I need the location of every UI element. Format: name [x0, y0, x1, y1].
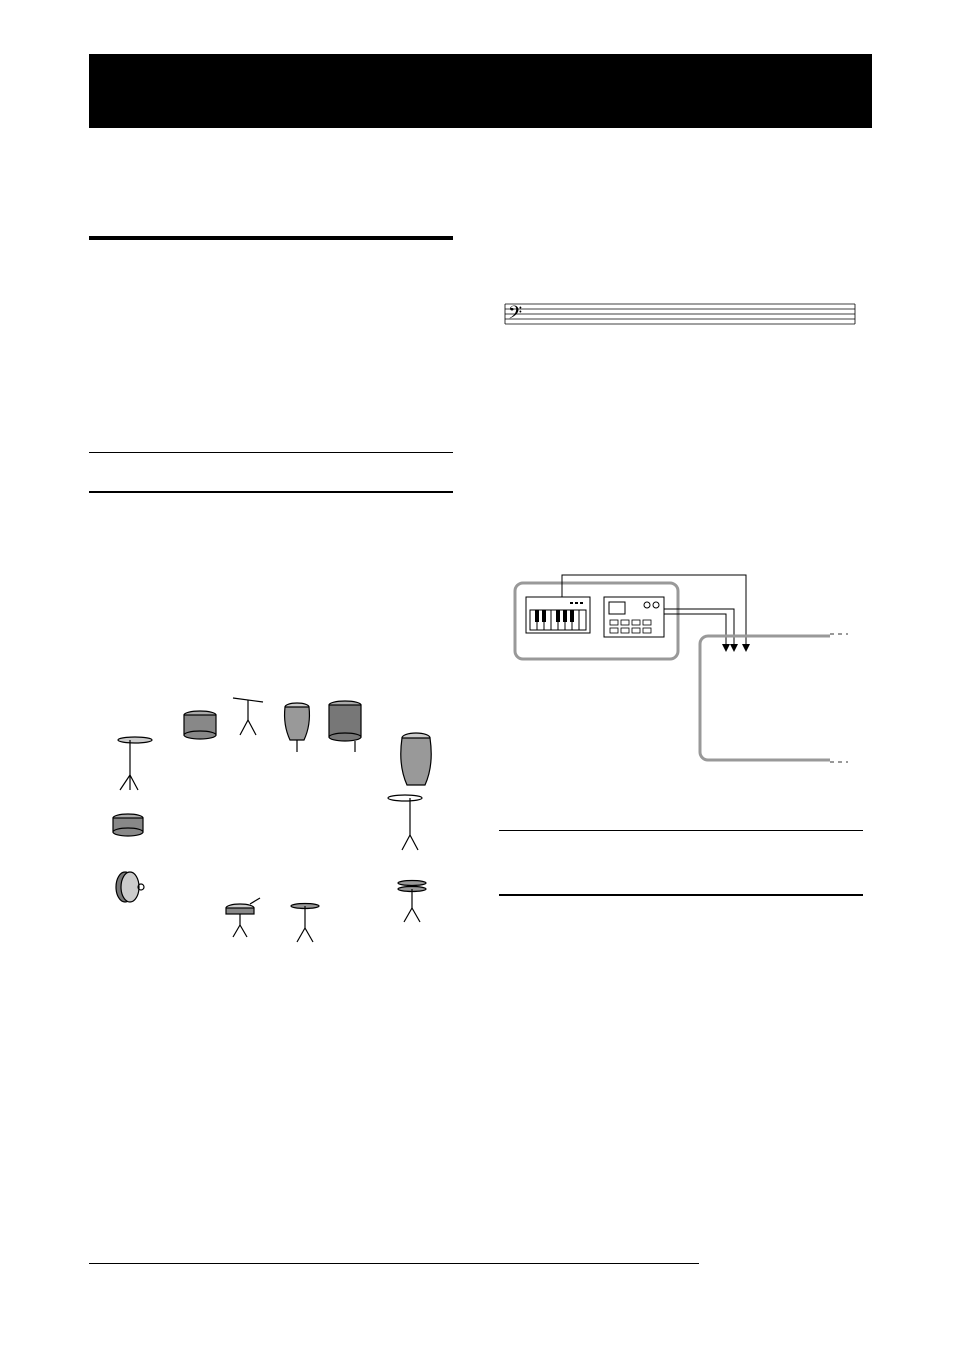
floor-tom-icon [113, 814, 143, 836]
extra-tom-icon [184, 711, 216, 739]
bass-staff [505, 304, 855, 324]
drum-machine-icon [604, 597, 664, 637]
snare-drum-icon [226, 898, 260, 937]
drumkits-bottom-rule [89, 491, 453, 493]
drum-pad-illustration [100, 690, 450, 945]
ride-cymbal-icon [388, 795, 422, 850]
bongo-icon [285, 703, 310, 752]
signal-arrows [722, 644, 750, 652]
keyboard-icon [526, 597, 590, 633]
footer-rule [89, 1263, 699, 1264]
signal-flow-diagram [512, 572, 852, 787]
patterns-heading [499, 836, 863, 862]
title-bar [89, 54, 872, 128]
kick-drum-icon [116, 872, 144, 902]
patterns-top-rule [499, 830, 863, 831]
conga-icon [401, 733, 431, 785]
extra-cymbal-icon [233, 698, 263, 735]
mixer-box-fade [830, 630, 850, 764]
drumkits-top-rule [89, 452, 453, 453]
pad-scale-diagram [500, 232, 860, 394]
timbale-icon [329, 701, 361, 752]
hihat-closed-icon [291, 904, 319, 943]
bass-clef-icon: 𝄢 [508, 302, 523, 327]
mixer-section-box [700, 636, 848, 760]
patterns-bottom-rule [499, 894, 863, 896]
hihat-open-icon [398, 881, 426, 923]
about-heading-rule [89, 236, 453, 240]
crash-cymbal-icon [118, 737, 152, 790]
